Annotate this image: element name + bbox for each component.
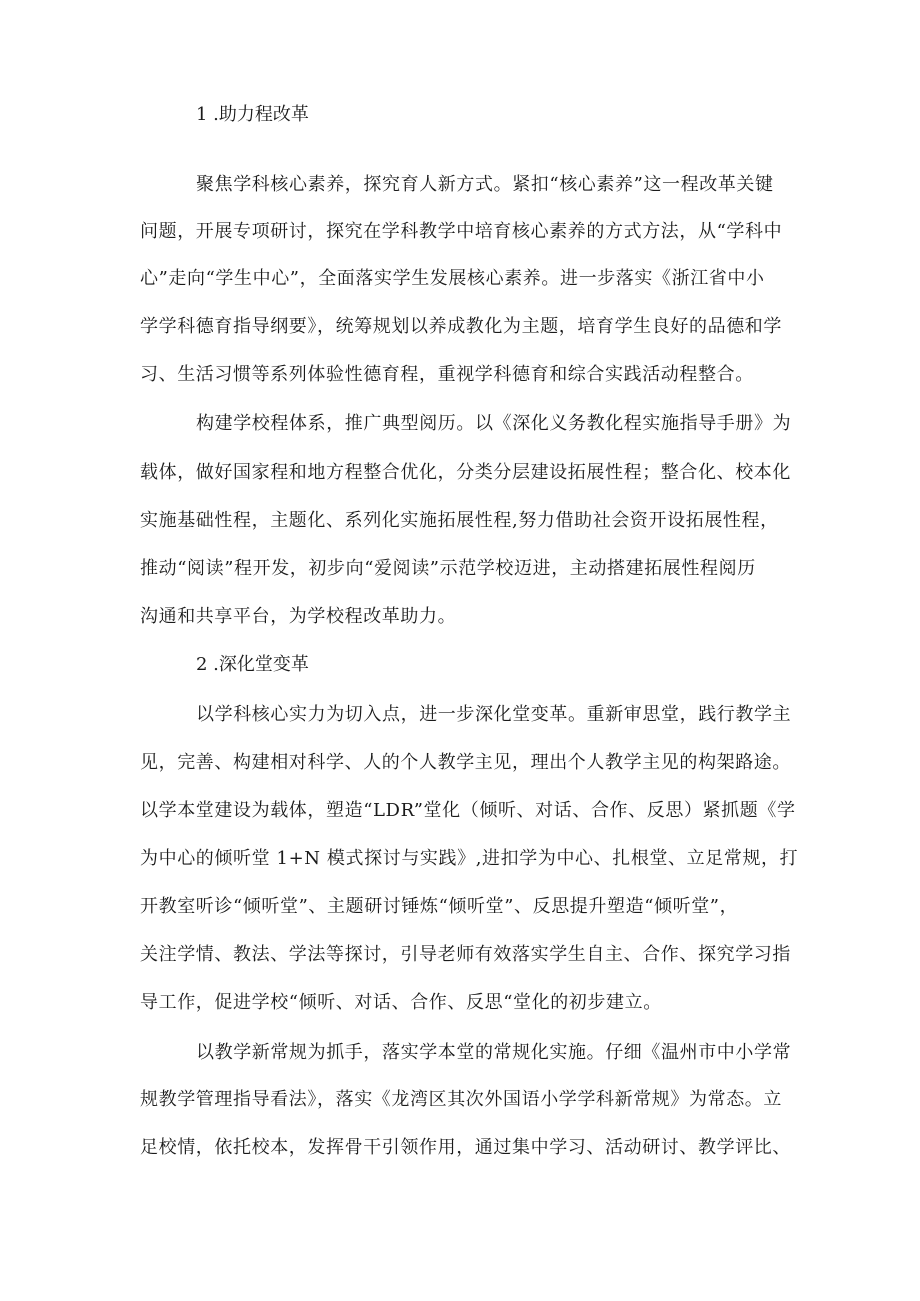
paragraph-line: 推动“阅读”程开发，初步向“爱阅读”示范学校迈进，主动搭建拓展性程阅历 [140,558,756,579]
paragraph-line: 以教学新常规为抓手，落实学本堂的常规化实施。仔细《温州市中小学常 [196,1042,792,1063]
paragraph-line: 导工作，促进学校“倾听、对话、合作、反思“堂化的初步建立。 [140,992,662,1013]
paragraph-line: 以学本堂建设为载体，塑造“LDR”堂化（倾听、对话、合作、反思）紧抓题《学 [140,800,796,821]
paragraph-line: 为中心的倾听堂 1+N 模式探讨与实践》,进扣学为中心、扎根堂、立足常规，打 [140,848,799,869]
paragraph-line: 学学科德育指导纲要》，统筹规划以养成教化为主题，培育学生良好的品德和学 [140,316,782,337]
paragraph-line: 沟通和共享平台，为学校程改革助力。 [140,606,457,627]
paragraph-line: 问题，开展专项研讨，探究在学科教学中培育核心素养的方式方法，从“学科中 [140,221,783,242]
paragraph-line: 见，完善、构建相对科学、人的个人教学主见，理出个人教学主见的构架路途。 [140,752,791,773]
paragraph-line: 实施基础性程，主题化、系列化实施拓展性程,努力借助社会资开设拓展性程， [140,510,779,531]
paragraph-line: 关注学情、教法、学法等探讨，引导老师有效落实学生自主、合作、探究学习指 [140,944,791,965]
paragraph-line: 足校情，依托校本，发挥骨干引领作用，通过集中学习、活动研讨、教学评比、 [140,1137,791,1158]
paragraph-line: 规教学管理指导看法》，落实《龙湾区其次外国语小学学科新常规》为常态。立 [140,1089,782,1110]
section-heading: 2 .深化堂变革 [196,654,309,675]
paragraph-line: 载体，做好国家程和地方程整合优化，分类分层建设拓展性程；整合化、校本化 [140,462,791,483]
section-heading: 1 .助力程改革 [196,104,309,125]
paragraph-line: 习、生活习惯等系列体验性德育程，重视学科德育和综合实践活动程整合。 [140,364,754,385]
paragraph-line: 以学科核心实力为切入点，进一步深化堂变革。重新审思堂，践行教学主 [196,704,792,725]
paragraph-line: 开教室听诊“倾听堂”、主题研讨锤炼“倾听堂”、反思提升塑造“倾听堂”， [140,896,739,917]
paragraph-line: 构建学校程体系，推广典型阅历。以《深化义务教化程实施指导手册》为 [196,413,792,434]
paragraph-line: 聚焦学科核心素养，探究育人新方式。紧扣“核心素养”这一程改革关键 [196,174,774,195]
paragraph-line: 心”走向“学生中心”，全面落实学生发展核心素养。进一步落实《浙江省中小 [140,268,765,289]
